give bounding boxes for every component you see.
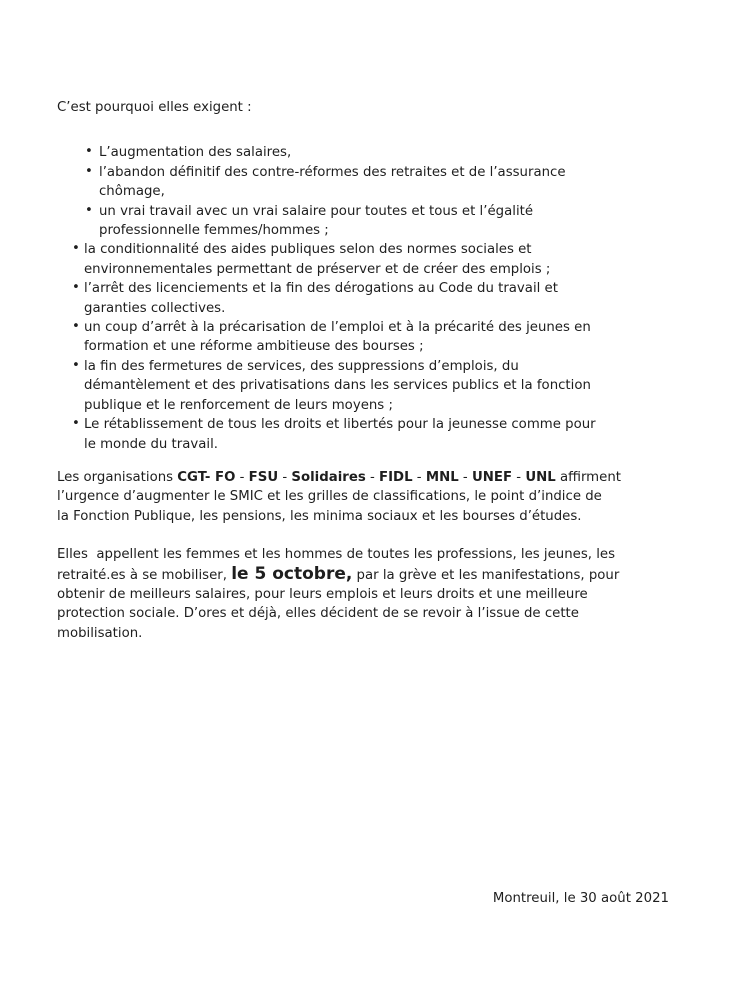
paragraph-line [57, 585, 669, 604]
bullet-item [57, 318, 669, 357]
intro-line: C’est pourquoi elles exigent : [57, 100, 252, 115]
text-segment: MNL [425, 469, 459, 485]
bullet-line: la fin des fermetures de services, des suppressions d’emplois, du [84, 358, 519, 374]
bullet-dot-icon: • [72, 416, 80, 432]
bullet-item [57, 240, 669, 279]
bullet-line: un coup d’arrêt à la précarisation de l’emploi et à la précarité des jeunes en [84, 320, 591, 336]
dateline: Montreuil, le 30 août 2021 [492, 891, 669, 907]
paragraph-line [57, 545, 669, 564]
document-content [57, 98, 669, 909]
bullet-line: professionnelle femmes/hommes ; [99, 223, 329, 239]
bullet-dot-icon: • [72, 319, 80, 335]
bullet-line: démantèlement et des privatisations dans les services publics et la fonction [84, 378, 591, 394]
bullet-line: chômage, [99, 184, 165, 200]
text-segment: Solidaires [291, 469, 366, 485]
bullet-dot-icon: • [85, 163, 93, 179]
text-segment: par la grève et les manifestations, pour [352, 567, 620, 583]
bullet-line: la conditionnalité des aides publiques selon des normes sociales et [84, 242, 532, 258]
text-segment: UNEF [471, 469, 513, 485]
text-segment: - [412, 469, 426, 485]
bullet-dot-icon: • [72, 357, 80, 373]
bullet-line: le monde du travail. [84, 436, 219, 452]
paragraph-line [57, 507, 669, 526]
text-segment: Elles appellent les femmes et les hommes de toutes les professions, les jeunes, les [57, 547, 616, 563]
bullet-line: un vrai travail avec un vrai salaire pour toutes et tous et l’égalité [99, 203, 534, 219]
bullet-line: environnementales permettant de préserver et de créer des emplois ; [84, 261, 551, 277]
bullet-dot-icon: • [72, 280, 80, 296]
text-segment: CGT- FO [177, 469, 236, 485]
text-segment: l’urgence d’augmenter le SMIC et les grilles de classifications, le point d’indice de [57, 489, 602, 505]
text-segment: le 5 octobre, [231, 563, 353, 584]
bullet-line: publique et le renforcement de leurs moyens ; [84, 397, 393, 413]
bullet-item [57, 202, 669, 241]
bullet-dot-icon: • [85, 202, 93, 218]
paragraph-line [57, 487, 669, 506]
bullet-dot-icon: • [85, 144, 93, 160]
text-segment: UNL [525, 469, 556, 485]
bullet-item [57, 279, 669, 318]
paragraph-line [57, 468, 669, 487]
bullet-line: garanties collectives. [84, 300, 226, 316]
text-segment: la Fonction Publique, les pensions, les minima sociaux et les bourses d’études. [57, 508, 582, 524]
bullet-line: l’abandon définitif des contre-réformes des retraites et de l’assurance [99, 164, 566, 180]
text-segment: affirment [555, 469, 621, 485]
bullet-line: formation et une réforme ambitieuse des bourses ; [84, 339, 424, 355]
text-segment: - [278, 469, 292, 485]
demands-list [57, 143, 669, 454]
paragraph-organisations [57, 468, 669, 526]
bullet-item [57, 415, 669, 454]
bullet-item [57, 143, 669, 162]
paragraph-line [57, 604, 669, 623]
text-segment: - [458, 469, 472, 485]
paragraph-line [57, 565, 669, 585]
bullet-line: L’augmentation des salaires, [99, 145, 292, 161]
bullet-line: l’arrêt des licenciements et la fin des dérogations au Code du travail et [84, 281, 558, 297]
text-segment: Les organisations [57, 469, 178, 485]
text-segment: protection sociale. D’ores et déjà, elles décident de se revoir à l’issue de cette [57, 606, 579, 622]
bullet-item [57, 163, 669, 202]
text-segment: - [365, 469, 380, 485]
bullet-item [57, 357, 669, 415]
paragraph-line [57, 624, 669, 643]
bullet-line: Le rétablissement de tous les droits et libertés pour la jeunesse comme pour [84, 417, 596, 433]
text-segment: retraité.es à se mobiliser, [57, 567, 232, 583]
text-segment: FSU [248, 469, 279, 485]
text-segment: mobilisation. [57, 625, 143, 641]
text-segment: - [512, 469, 526, 485]
bullet-dot-icon: • [72, 241, 80, 257]
text-segment: FIDL [379, 469, 413, 485]
text-segment: obtenir de meilleurs salaires, pour leurs emplois et leurs droits et une meilleure [57, 586, 588, 602]
paragraph-appel [57, 545, 669, 643]
text-segment: - [235, 469, 249, 485]
